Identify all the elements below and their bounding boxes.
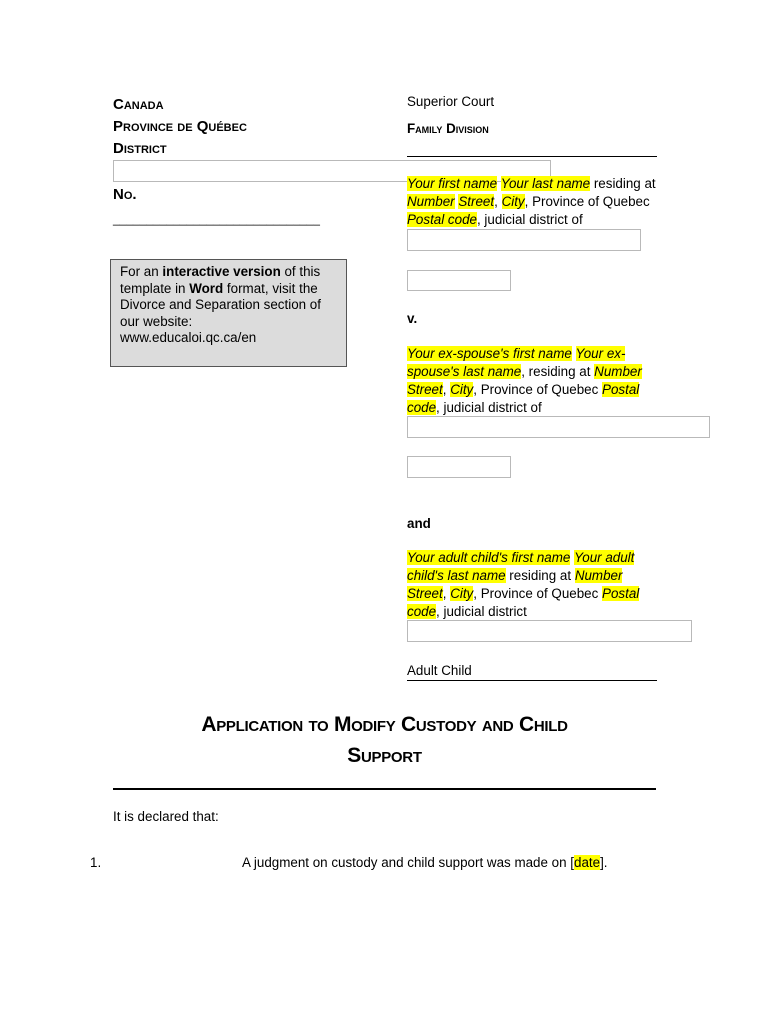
title-rule <box>113 788 656 790</box>
division-underline <box>407 156 657 157</box>
document-title-line2: Support <box>347 744 422 767</box>
item-date-field[interactable]: date <box>574 855 601 870</box>
adult-child-first-name[interactable]: Your adult child's first name <box>407 550 571 565</box>
info-prefix: For an <box>120 264 163 279</box>
respondent-street[interactable]: Street <box>407 382 443 397</box>
adult-child-city[interactable]: City <box>450 586 474 601</box>
applicant-province: , Province of Quebec <box>524 194 650 209</box>
item-number: 1. <box>90 855 102 870</box>
respondent-extra-field[interactable] <box>407 456 511 478</box>
adult-child-province: , Province of Quebec <box>473 586 603 601</box>
applicant-first-name[interactable]: Your first name <box>407 176 498 191</box>
country-label: Canada <box>113 96 164 113</box>
respondent-district-field[interactable] <box>407 416 710 438</box>
adult-child-street[interactable]: Street <box>407 586 443 601</box>
document-title-line1: Application to Modify Custody and Child <box>201 713 568 736</box>
adult-child-postal[interactable]: Postal code <box>407 586 640 619</box>
item-text-main: A judgment on custody and child support was made on [ <box>242 855 574 870</box>
info-url-link[interactable]: www.educaloi.qc.ca/en <box>120 330 257 345</box>
applicant-extra-field[interactable] <box>407 270 511 291</box>
respondent-last-name[interactable]: Your ex-spouse's last name <box>407 346 626 379</box>
adult-child-last-name[interactable]: Your adult child's last name <box>407 550 635 583</box>
applicant-district: , judicial district of <box>476 212 583 227</box>
respondent-district: , judicial district of <box>436 400 542 415</box>
info-bold-interactive: interactive version <box>162 264 281 279</box>
info-box <box>110 259 347 367</box>
respondent-number[interactable]: Number <box>594 364 642 379</box>
item-text-end: ]. <box>600 855 608 870</box>
applicant-postal[interactable]: Postal code <box>407 212 477 227</box>
versus-label: v. <box>407 311 418 326</box>
adult-child-residing: residing at <box>505 568 575 583</box>
number-label: No. <box>113 186 137 203</box>
info-mid2: format, visit the Divorce and Separation section of our website: <box>120 280 321 329</box>
district-label: District <box>113 140 167 157</box>
adult-child-paragraph: Your adult child's first name Your adult child's last name residing at Number Street, City, Province of Quebec Postal code, judicial district <box>407 550 640 619</box>
applicant-street[interactable]: Street <box>458 194 495 209</box>
number-line: _______________________________ <box>113 212 320 226</box>
respondent-postal[interactable]: Postal code <box>407 382 640 415</box>
respondent-city[interactable]: City <box>450 382 474 397</box>
respondent-province: , Province of Quebec <box>473 382 603 397</box>
respondent-first-name[interactable]: Your ex-spouse's first name <box>407 346 572 361</box>
adult-child-number[interactable]: Number <box>574 568 623 583</box>
item-text <box>242 855 608 870</box>
applicant-paragraph <box>407 175 657 229</box>
applicant-comma: , <box>494 194 502 209</box>
adult-child-label: Adult Child <box>407 663 472 678</box>
respondent-paragraph: Your ex-spouse's first name Your ex-spouse's last name, residing at Number Street, City, Province of Quebec Postal code, judicial district of <box>407 346 642 415</box>
applicant-residing: residing at <box>590 176 656 191</box>
adult-child-district-field[interactable] <box>407 620 692 642</box>
and-label: and <box>407 516 431 531</box>
province-label: Province de Québec <box>113 118 247 135</box>
adult-child-district: , judicial district <box>436 604 527 619</box>
info-bold-word: Word <box>189 280 224 296</box>
declared-text: It is declared that: <box>113 809 219 824</box>
respondent-residing: , residing at <box>521 364 595 379</box>
info-mid1: of this template in <box>120 264 321 296</box>
applicant-number[interactable]: Number <box>407 194 455 209</box>
applicant-last-name[interactable]: Your last name <box>500 176 591 191</box>
division-label: Family Division <box>407 121 489 136</box>
adult-child-underline <box>407 680 657 681</box>
court-label: Superior Court <box>407 94 495 109</box>
applicant-district-field[interactable] <box>407 229 641 251</box>
applicant-city[interactable]: City <box>501 194 525 209</box>
